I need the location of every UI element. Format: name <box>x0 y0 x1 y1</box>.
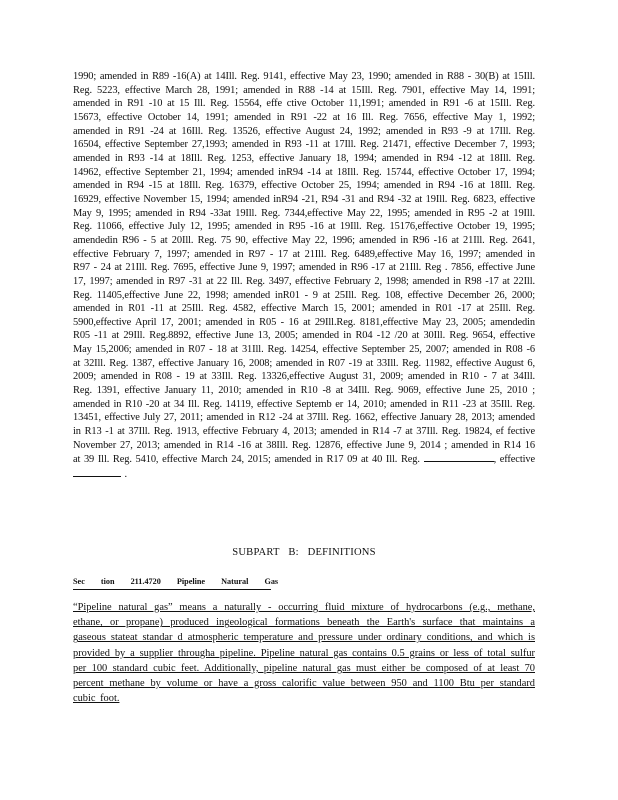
document-page <box>73 70 535 705</box>
section-heading <box>73 577 278 586</box>
section-heading-text: Sec tion 211.4720 Pipeline Natural Gas <box>73 577 279 586</box>
history-end: . <box>124 469 127 481</box>
blank-effective-date <box>73 467 121 477</box>
definition-text: “Pipeline natural gas” means a naturally - occurring fluid mixture of hydrocarbons (e.g., methane, ethane, or propane) produced ingeological formations beneath the Earth's surface that maintains a gaseous stateat standar d atmospheric temperature and pressure under ordinary conditions, and which is provided by a supplier througha pipeline. Pipeline natural gas contains 0.5 grains or less of total sulfur per 100 standard cubic feet. Additionally, pipeline natural gas must either be composed of at least 70 percent methane by volume or have a gross calorific value between 950 and 1100 Btu per standard cubic foot. <box>73 602 535 705</box>
amendment-history: 1990; amended in R89 -16(A) at 14Ill. Reg. 9141, effective May 23, 1990; amended in R88 - 30(B) at 15Ill. Reg. 5223, effective March 28, 1991; amended in R88 -14 at 15Ill. Reg. 7901, effective May 14, 1991; amended in R91 -10 at 15 Ill. Reg. 15564, effe ctive October 11,1991; amended in R91 -6 at 15Ill. Reg. 15673, effective October 14, 1991; amended in R91 -22 at 16 Ill. Reg. 7656, effective May 1, 1992; amended in R91 -24 at 16Ill. Reg. 13526, effective August 24, 1992; amended in R93 -9 at 17Ill. Reg. 16504, effective September 27,1993; amended in R93 -11 at 17Ill. Reg. 21471, effective December 7, 1993; amended in R93 -14 at 18Ill. Reg. 1253, effective January 18, 1994; amended in R94 -12 at 18Ill. Reg. 14962, effective September 21, 1994; amended inR94 -14 at 18Ill. Reg. 15744, effective October 17, 1994; amended in R94 -15 at 18Ill. Reg. 16379, effective October 25, 1994; amended in R94 -16 at 18Ill. Reg. 16929, effective November 15, 1994; amended inR94 -21, R94 -31 and R94 -32 at 19Ill. Reg. 6823, effective May 9, 1995; amended in R94 -33at 19Ill. Reg. 7344,effective May 22, 1995; amended in R95 -2 at 19Ill. Reg. 11066, effective July 12, 1995; amended in R95 -16 at 19Ill. Reg. 15176,effective October 19, 1995; amendedin R96 - 5 at 20Ill. Reg. 75 90, effective May 22, 1996; amended in R96 -16 at 21Ill. Reg. 2641, effective February 7, 1997; amended in R97 - 17 at 21Ill. Reg. 6489,effective May 16, 1997; amended in R97 - 24 at 21Ill. Reg. 7695, effective June 9, 1997; amended in R96 -17 at 21Ill. Reg . 7856, effective June 17, 1997; amended in R97 -31 at 22 Ill. Reg. 3497, effective February 2, 1998; amended in R98 -17 at 22Ill. Reg. 11405,effective June 22, 1998; amended inR01 - 9 at 25Ill. Reg. 108, effective December 26, 2000; amended in R01 -11 at 25Ill. Reg. 4582, effective March 15, 2001; amended in R01 -17 at 25Ill. Reg. 5900,effective April 17, 2001; amended in R05 - 16 at 29Ill.Reg. 8181,effective May 23, 2005; amendedin R05 -11 at 29Ill. Reg.8892, effective June 13, 2005; amended in R04 -12 /20 at 30Ill. Reg. 9654, effective May 15,2006; amended in R07 - 18 at 31Ill. Reg. 14254, effective September 25, 2007; amended in R08 -6 at 32Ill. Reg. 1387, effective January 16, 2008; amended in R07 -19 at 33Ill. Reg. 11982, effective August 6, 2009; amended in R08 - 19 at 33Ill. Reg. 13326,effective August 31, 2009; amended in R10 - 7 at 34Ill. Reg. 1391, effective January 11, 2010; amended in R10 -8 at 34Ill. Reg. 9069, effective June 25, 2010 ; amended in R10 -20 at 34 Ill. Reg. 14119, effective Septemb er 14, 2010; amended in R11 -23 at 35Ill. Reg. 13451, effective July 27, 2011; amended in R12 -24 at 37Ill. Reg. 1662, effective January 28, 2013; amended in R13 -1 at 37Ill. Reg. 1913, effective February 4, 2013; amended in R14 -7 at 37Ill. Reg. 19824, ef fective November 27, 2013; amended in R14 -16 at 38Ill. Reg. 12876, effective June 9, 2014 ; amended in R14 16 at 39 Ill. Reg. 5410, effective March 24, 2015; amended in R17 09 at 40 Ill. Reg. , effective . <box>73 71 535 481</box>
section-heading-underline <box>73 589 271 590</box>
amendment-history-text: 1990; amended in R89 -16(A) at 14Ill. Reg. 9141, effective May 23, 1990; amended in R88 - 30(B) at 15Ill. Reg. 5223, effective March 28, 1991; amended in R88 -14 at 15Ill. Reg. 7901, effective May 14, 1991; amended in R91 -10 at 15 Ill. Reg. 15564, effe ctive October 11,1991; amended in R91 -6 at 15Ill. Reg. 15673, effective October 14, 1991; amended in R91 -22 at 16 Ill. Reg. 7656, effective May 1, 1992; amended in R91 -24 at 16Ill. Reg. 13526, effective August 24, 1992; amended in R93 -9 at 17Ill. Reg. 16504, effective September 27,1993; amended in R93 -11 at 17Ill. Reg. 21471, effective December 7, 1993; amended in R93 -14 at 18Ill. Reg. 1253, effective January 18, 1994; amended in R94 -12 at 18Ill. Reg. 14962, effective September 21, 1994; amended inR94 -14 at 18Ill. Reg. 15744, effective October 17, 1994; amended in R94 -15 at 18Ill. Reg. 16379, effective October 25, 1994; amended in R94 -16 at 18Ill. Reg. 16929, effective November 15, 1994; amended inR94 -21, R94 -31 and R94 -32 at 19Ill. Reg. 6823, effective May 9, 1995; amended in R94 -33at 19Ill. Reg. 7344,effective May 22, 1995; amended in R95 -2 at 19Ill. Reg. 11066, effective July 12, 1995; amended in R95 -16 at 19Ill. Reg. 15176,effective October 19, 1995; amendedin R96 - 5 at 20Ill. Reg. 75 90, effective May 22, 1996; amended in R96 -16 at 21Ill. Reg. 2641, effective February 7, 1997; amended in R97 - 17 at 21Ill. Reg. 6489,effective May 16, 1997; amended in R97 - 24 at 21Ill. Reg. 7695, effective June 9, 1997; amended in R96 -17 at 21Ill. Reg . 7856, effective June 17, 1997; amended in R97 -31 at 22 Ill. Reg. 3497, effective February 2, 1998; amended in R98 -17 at 22Ill. Reg. 11405,effective June 22, 1998; amended inR01 - 9 at 25Ill. Reg. 108, effective December 26, 2000; amended in R01 -11 at 25Ill. Reg. 4582, effective March 15, 2001; amended in R01 -17 at 25Ill. Reg. 5900,effective April 17, 2001; amended in R05 - 16 at 29Ill.Reg. 8181,effective May 23, 2005; amendedin R05 -11 at 29Ill. Reg.8892, effective June 13, 2005; amended in R04 -12 /20 at 30Ill. Reg. 9654, effective May 15,2006; amended in R07 - 18 at 31Ill. Reg. 14254, effective September 25, 2007; amended in R08 -6 at 32Ill. Reg. 1387, effective January 16, 2008; amended in R07 -19 at 33Ill. Reg. 11982, effective August 6, 2009; amended in R08 - 19 at 33Ill. Reg. 13326,effective August 31, 2009; amended in R10 - 7 at 34Ill. Reg. 1391, effective January 11, 2010; amended in R10 -8 at 34Ill. Reg. 9069, effective June 25, 2010 ; amended in R10 -20 at 34 Ill. Reg. 14119, effective Septemb er 14, 2010; amended in R11 -23 at 35Ill. Reg. 13451, effective July 27, 2011; amended in R12 -24 at 37Ill. Reg. 1662, effective January 28, 2013; amended in R13 -1 at 37Ill. Reg. 1913, effective February 4, 2013; amended in R14 -7 at 37Ill. Reg. 19824, ef fective November 27, 2013; amended in R14 -16 at 38Ill. Reg. 12876, effective June 9, 2014 ; amended in R14 16 at 39 Ill. Reg. 5410, effective March 24, 2015; amended in R17 09 at 40 Ill. Reg. <box>73 71 535 466</box>
subpart-heading: SUBPART B: DEFINITIONS <box>232 547 376 558</box>
history-effective-label: effective <box>499 454 535 466</box>
definition-paragraph <box>73 600 535 706</box>
blank-register-number <box>424 452 494 462</box>
